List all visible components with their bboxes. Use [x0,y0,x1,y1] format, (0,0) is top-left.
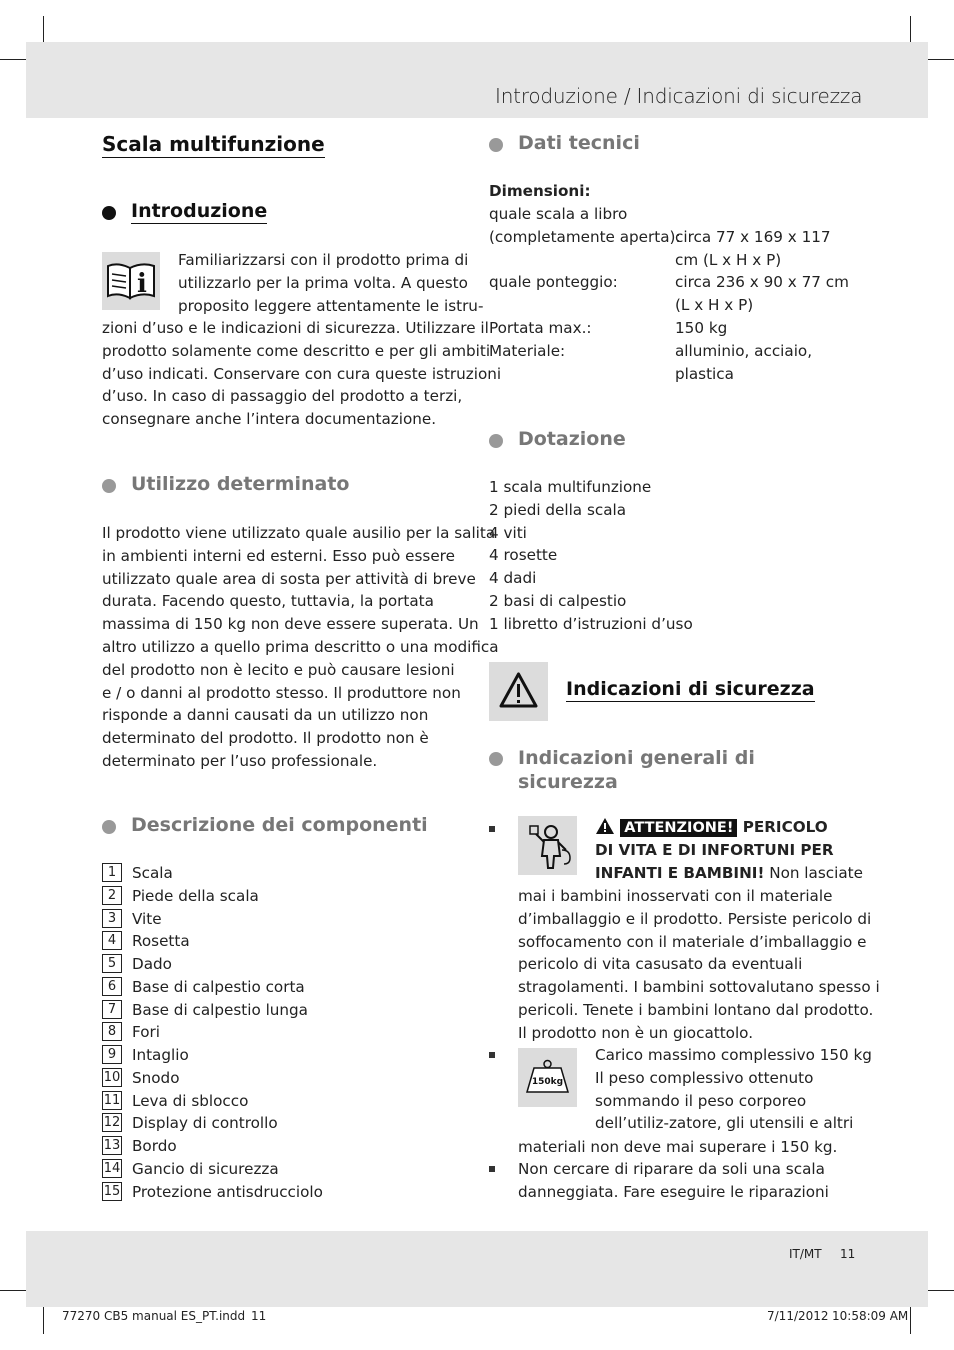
component-label: Base di calpestio corta [132,977,305,996]
text-line: proposito leggere attentamente le istru- [178,296,484,315]
component-number: 8 [102,1022,122,1041]
list-item: 4 viti [489,523,527,542]
warning-line-1 [595,816,828,839]
intended-use-text [102,522,499,773]
component-number: 1 [102,863,122,882]
load-text: materiali non deve mai superare i 150 kg. [518,1138,838,1156]
component-label: Piede della scala [132,886,259,905]
list-item: 1 scala multifunzione [489,478,652,496]
list-bullet [489,1166,495,1172]
component-label: Intaglio [132,1046,189,1064]
text-line: Il prodotto non è un giocattolo. [518,1023,754,1042]
text-line: sommando il peso corporeo [595,1091,807,1110]
text-line: Il peso complessivo ottenuto [595,1068,814,1087]
component-label: Snodo [132,1068,180,1087]
text-line: stragolamenti. I bambini sottovalutano spesso i [518,978,880,997]
component-label: Rosetta [132,932,190,951]
component-number: 5 [102,954,122,973]
intro-heading: Introduzione [131,200,268,222]
list-item: 2 basi di calpestio [489,591,627,610]
crop-mark [926,1290,954,1291]
main-title: Scala multifunzione [102,132,325,156]
component-label: Vite [132,909,162,928]
warning-text-start: Non lasciate [764,864,863,882]
tech-value: 150 kg [675,319,728,337]
text-line: soffocamento con il materiale d’imballaggio e [518,932,867,951]
text-line: Il prodotto viene utilizzato quale ausilio per la salita [102,524,496,542]
component-number: 6 [102,977,122,996]
component-number: 13 [103,1138,121,1153]
component-label: Bordo [132,1137,177,1155]
list-item: 2 piedi della scala [489,500,627,519]
weight-150kg-icon [518,1048,577,1107]
file-name: 77270 CB5 manual ES_PT.indd [62,1309,246,1323]
component-number: 11 [103,1092,121,1108]
component-number: 9 [102,1045,122,1064]
intro-text-side [178,249,483,317]
heading-bullet [489,752,503,766]
list-bullet [489,1052,495,1058]
text-line: zioni d’uso e le indicazioni di sicurezza. Utilizzare il [102,319,489,337]
crop-mark [0,1290,28,1291]
text-line: del prodotto non è lecito e può causare lesioni [102,660,455,679]
child-hazard-icon [518,816,577,875]
text-line: Non cercare di riparare da soli una scala [518,1160,825,1178]
crop-mark [910,1304,911,1334]
text-line: e / o danni al prodotto stesso. Il produttore non [102,683,461,702]
text-line: altro utilizzo a quello prima descritto o una modifica [102,637,499,656]
dimensions-label: Dimensioni: [489,182,591,200]
list-bullet [489,826,495,832]
tech-key: quale ponteggio: [489,273,618,292]
component-label: Protezione antisdrucciolo [132,1182,323,1201]
text-line: d’uso indicati. Conservare con cura queste istruzioni [102,364,502,383]
heading-bullet [489,434,503,448]
component-label: Leva di sblocco [132,1091,249,1110]
footer-band [26,1231,928,1307]
crop-mark [43,1304,44,1334]
component-label: Scala [132,864,173,882]
component-label: Fori [132,1023,160,1042]
file-page: 11 [251,1309,267,1323]
component-label: Base di calpestio lunga [132,1000,308,1019]
tech-key: Portata max.: [489,319,592,337]
text-line: utilizzato quale area di sosta per attività di breve [102,569,476,588]
warning-badge: ATTENZIONE! [620,819,737,837]
tech-value: plastica [675,364,734,383]
text-line: Carico massimo complessivo 150 kg [595,1046,872,1064]
safety-heading: Indicazioni di sicurezza [566,678,815,700]
general-safety-heading [518,746,755,794]
tech-key: quale scala a libro [489,205,628,223]
text-line: determinato del prodotto. Il prodotto non è [102,729,429,748]
heading-bullet [489,138,503,152]
text-line: pericoli. Tenete i bambini lontano dal prodotto. [518,1000,874,1019]
warning-small-icon [595,817,615,835]
tech-heading: Dati tecnici [518,132,640,154]
text-line: in ambienti interni ed esterni. Esso può essere [102,546,455,565]
print-date: 7/11/2012 [767,1309,829,1323]
heading-bullet [102,206,116,220]
warning-triangle-icon [489,662,548,721]
crop-mark [926,59,954,60]
heading-bullet [102,820,116,834]
text-line: d’uso. In caso di passaggio del prodotto a terzi, [102,387,463,406]
crop-mark [0,59,28,60]
intended-use-heading: Utilizzo determinato [131,473,350,495]
tech-value: cm (L x H x P) [675,250,782,269]
info-book-icon [102,252,160,310]
text-line: risponde a danni causati da un utilizzo non [102,706,429,725]
heading-bullet [102,479,116,493]
text-line: d’imballaggio e il prodotto. Persiste pericolo di [518,909,872,928]
supply-heading: Dotazione [518,428,626,450]
text-line: Familiarizzarsi con il prodotto prima di [178,251,469,269]
tech-value: (L x H x P) [675,296,754,315]
print-time: 10:58:09 AM [832,1309,909,1323]
text-line: consegnare anche l’intera documentazione. [102,410,437,429]
warning-text [518,885,880,1045]
page-header-title: Introduzione / Indicazioni di sicurezza [495,84,863,108]
svg-text:i: i [137,269,147,299]
tech-value: circa 77 x 169 x 117 [675,227,831,246]
component-number: 12 [103,1115,121,1131]
component-number: 15 [103,1183,121,1199]
page-number: 11 [840,1247,856,1261]
component-number: 14 [103,1160,121,1176]
list-item: 1 libretto d’istruzioni d’uso [489,614,693,633]
component-label: Dado [132,955,172,973]
text-line: dell’utiliz-zatore, gli utensili e altri [595,1114,854,1133]
text-line: massima di 150 kg non deve essere superata. Un [102,615,479,634]
heading-line: sicurezza [518,771,618,793]
warning-title-end: INFANTI E BAMBINI! [595,864,765,882]
component-label: Display di controllo [132,1114,278,1133]
warning-line-2: DI VITA E DI INFORTUNI PER [595,841,834,859]
supply-list [489,476,693,636]
component-number: 10 [103,1069,121,1085]
heading-line: Indicazioni generali di [518,747,755,769]
components-heading: Descrizione dei componenti [131,814,428,836]
tech-key: (completamente aperta): [489,227,681,246]
load-text-side [595,1044,872,1135]
component-number: 3 [102,909,122,928]
weight-icon-label: 150kg [531,1077,564,1087]
tech-value: circa 236 x 90 x 77 cm [675,273,849,292]
component-number: 4 [102,931,122,950]
text-line: danneggiata. Fare eseguire le riparazioni [518,1182,829,1201]
tech-key: Materiale: [489,341,566,360]
tech-value: alluminio, acciaio, [675,341,813,360]
list-item: 4 rosette [489,546,558,565]
text-line: prodotto solamente come descritto e per gli ambiti [102,341,491,360]
text-line: durata. Facendo questo, tuttavia, la portata [102,592,434,611]
text-line: mai i bambini inosservati con il materiale [518,887,833,905]
component-number: 2 [102,886,122,905]
intro-text [102,317,501,431]
component-number: 7 [102,1000,122,1019]
list-item: 4 dadi [489,569,537,588]
text-line: pericolo di vita casusato da eventuali [518,955,803,974]
warning-title: PERICOLO [742,818,828,836]
text-line: determinato per l’uso professionale. [102,751,378,770]
warning-line-3 [595,862,863,885]
page-language-label: IT/MT [789,1247,822,1261]
component-label: Gancio di sicurezza [132,1159,279,1178]
text-line: utilizzarlo per la prima volta. A questo [178,273,468,292]
repair-text [518,1158,829,1204]
